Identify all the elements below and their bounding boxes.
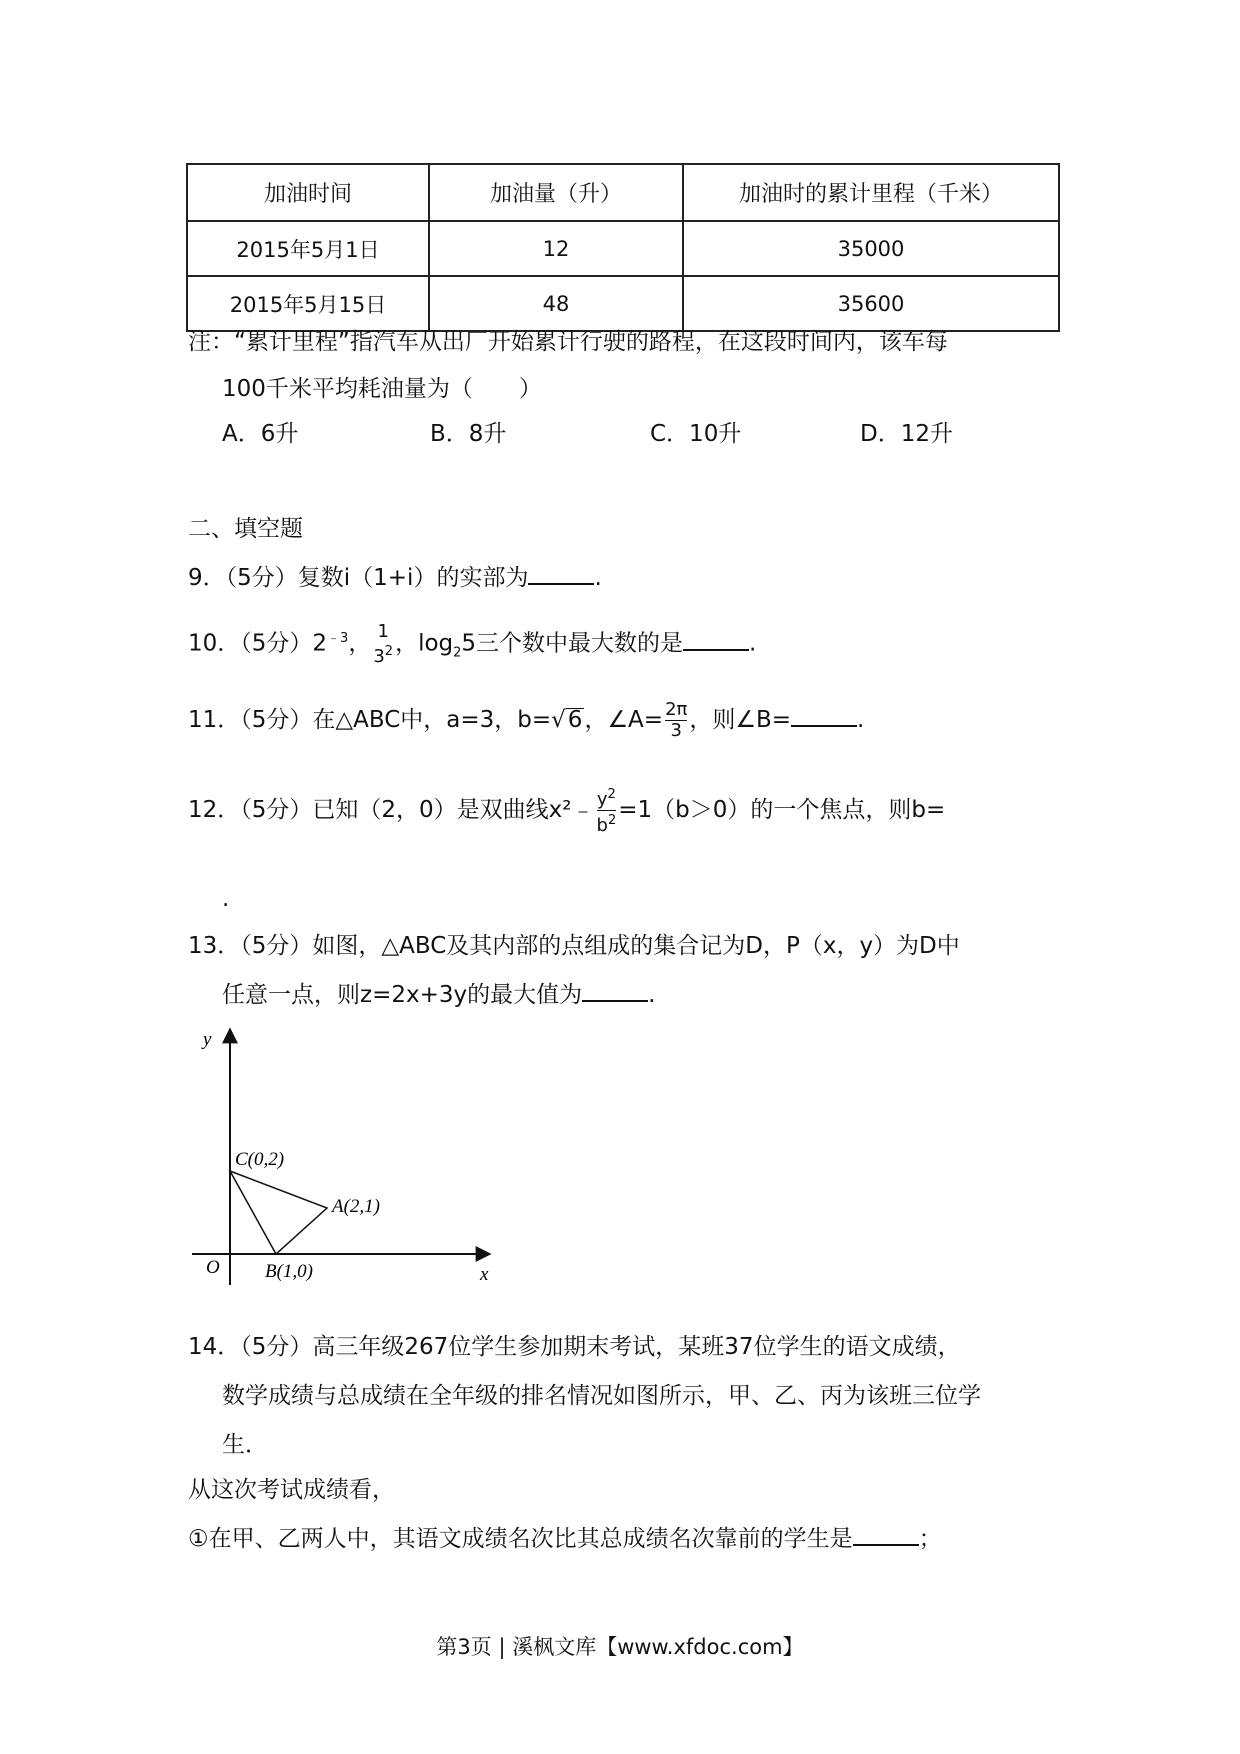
fraction-denominator: 3 [665,720,687,741]
point-b-label: B(1,0) [265,1261,314,1282]
table-header-cell: 加油时间 [187,164,429,221]
table-cell: 48 [429,276,683,331]
table-header-cell: 加油时的累计里程（千米） [683,164,1059,221]
table-header-row [187,164,1059,221]
q14-line5: ①在甲、乙两人中，其语文成绩名次比其总成绩名次靠前的学生是 ； [188,1522,942,1554]
q10-prefix: 10．（5分）2 [188,630,328,657]
table-row [187,221,1059,276]
q11-end: . [857,707,865,733]
answer-blank [582,978,648,1002]
q11-sqrt-value: 6 [567,707,583,733]
q12-prefix: 12．（5分）已知（2，0）是双曲线x²﹣ [188,797,595,823]
page-footer: 第3页 | 溪枫文库【www.xfdoc.com】 [436,1635,804,1659]
q12-suffix: =1（b＞0）的一个焦点，则b= [618,797,946,823]
option-c: C．10升 [650,421,742,447]
answer-blank [853,1522,919,1546]
table-cell: 35600 [683,276,1059,331]
table-cell: 35000 [683,221,1059,276]
section-title: 二、填空题 [188,516,303,542]
table-cell: 2015年5月15日 [187,276,429,331]
option-d: D．12升 [860,421,953,447]
q12-fraction [597,785,617,836]
q10-sep: ， [348,630,372,657]
q10-fraction [373,622,393,667]
y-axis-label: y [203,1029,212,1050]
q9-end: . [594,565,602,591]
q11-prefix: 11．（5分）在△ABC中，a=3，b= [188,707,552,733]
option-b: B．8升 [430,421,507,447]
q14-line3: 生． [222,1432,268,1458]
table-cell: 12 [429,221,683,276]
table-header-cell: 加油量（升） [429,164,683,221]
point-a-label: A(2,1) [332,1196,381,1217]
q11-fraction [665,700,687,741]
question-11 [188,692,864,748]
answer-blank [528,561,594,585]
option-a: A．6升 [222,421,299,447]
q11-suffix: ，则∠B= [689,707,792,733]
q10-exponent: ﹣3 [327,631,349,646]
q10-suffix: 5三个数中最大数的是 [461,630,684,657]
fraction-denominator: $3^2$ [373,643,394,667]
origin-label: O [206,1257,220,1278]
fraction-numerator: 2π [665,699,688,720]
point-c-label: C(0,2) [235,1149,285,1170]
q14-line1: 14．（5分）高三年级267位学生参加期末考试，某班37位学生的语文成绩， [188,1334,961,1360]
question-10 [188,609,756,669]
fraction-numerator: $y^2$ [596,787,616,810]
q10-log: ，log [395,630,454,657]
sqrt-symbol: √ [551,707,566,733]
triangle-figure [180,1015,510,1285]
answer-blank [791,703,857,727]
answer-blank [683,627,749,651]
q14-line2: 数学成绩与总成绩在全年级的排名情况如图所示，甲、乙、丙为该班三位学 [222,1383,981,1409]
x-axis-label: x [480,1264,489,1285]
refuel-table [186,163,1060,332]
q14-line4: 从这次考试成绩看， [188,1477,395,1503]
fraction-numerator: 1 [377,620,389,642]
table-row [187,276,1059,331]
q13-line2: 任意一点，则z=2x+3y的最大值为 . [222,978,655,1010]
question-9 [188,561,602,593]
q8-note-line1: 注：“累计里程”指汽车从出厂开始累计行驶的路程，在这段时间内，该车每 [188,329,948,355]
fraction-denominator: $b^2$ [597,810,617,836]
q13-line1: 13．（5分）如图，△ABC及其内部的点组成的集合记为D，P（x，y）为D中 [188,933,960,959]
q9-text: 9．（5分）复数i（1+i）的实部为 [188,565,529,591]
q12-end: . [222,886,230,912]
q11-mid: ，∠A= [584,707,664,733]
question-12 [188,780,945,840]
q10-log-base: 2 [453,645,462,661]
table-cell: 2015年5月1日 [187,221,429,276]
q8-note-line2: 100千米平均耗油量为（ ） [222,376,542,402]
triangle-abc [230,1171,327,1254]
q10-end: . [749,630,757,657]
